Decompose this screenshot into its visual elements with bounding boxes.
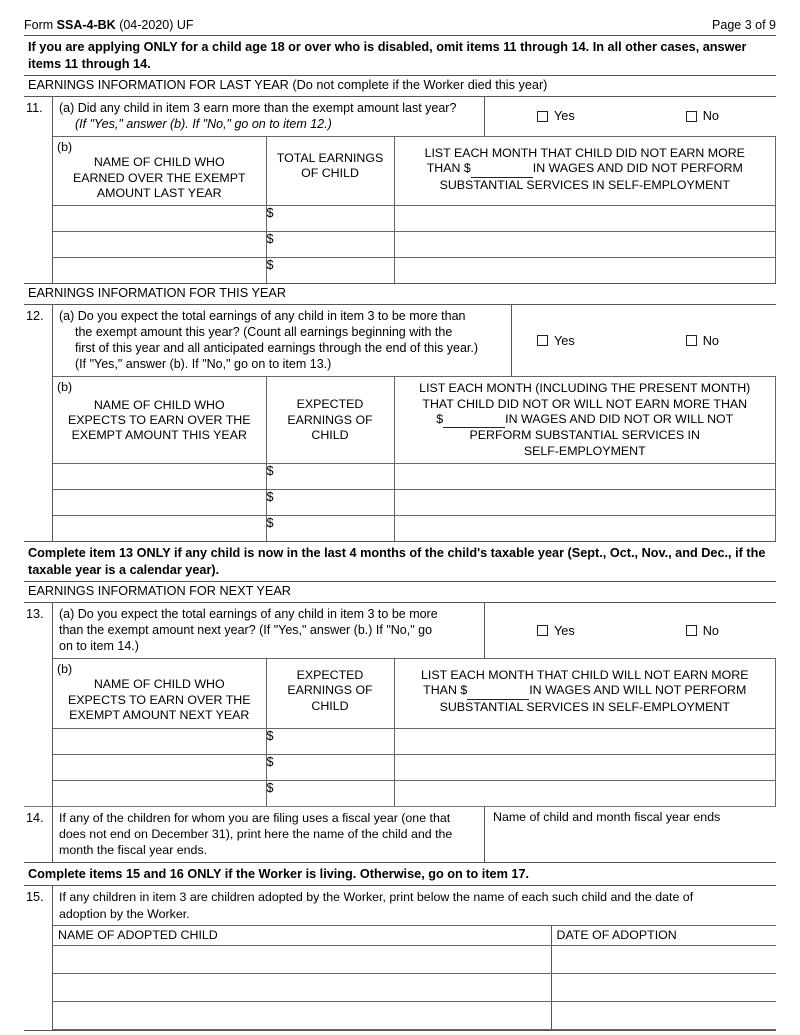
adoption-date-cell[interactable] — [551, 1001, 776, 1029]
item-13a-no-checkbox[interactable] — [686, 625, 697, 636]
item-11a-yes-label: Yes — [554, 109, 575, 124]
item-11b-col1-header — [53, 136, 266, 206]
item-12b-col1-line1: NAME OF CHILD WHO — [93, 397, 225, 412]
item-13b-earnings-cell[interactable]: $ — [266, 728, 394, 754]
item-12a-question-line3: first of this year and all anticipated earnings through the end of this year.) — [75, 341, 479, 356]
adopted-children-table — [53, 925, 776, 1030]
item-13a-no-option[interactable] — [686, 624, 719, 638]
adopted-children-header-row — [53, 925, 776, 945]
item-13b-name-cell[interactable] — [53, 780, 266, 806]
item-13b-earnings-cell[interactable]: $ — [266, 780, 394, 806]
adoption-date-cell[interactable] — [551, 945, 776, 973]
item-13b-entry-row — [53, 728, 776, 754]
item-12a-row — [53, 305, 776, 376]
item-12b-months-cell[interactable] — [394, 516, 776, 542]
item-13a-answer-group — [484, 603, 776, 658]
item-13 — [24, 603, 776, 806]
instruction-note-item13: Complete item 13 ONLY if any child is now in the last 4 months of the child's taxable year (Sept., Oct., Nov., and Dec., if the taxable year is a calendar year). — [28, 546, 766, 577]
page-number: Page 3 of 9 — [712, 18, 776, 32]
form-number: SSA-4-BK — [56, 18, 116, 32]
item-15-line1: If any children in item 3 are children adopted by the Worker, print below the name of each such child and the date of — [59, 890, 694, 905]
item-11a-yes-checkbox[interactable] — [537, 111, 548, 122]
item-11b-name-cell[interactable] — [53, 258, 266, 284]
item-13b-entry-row — [53, 780, 776, 806]
item-12a-yes-checkbox[interactable] — [537, 335, 548, 346]
item-13b-col2-line3: CHILD — [311, 698, 349, 713]
item-12-body — [52, 305, 776, 541]
item-11a-no-option[interactable] — [686, 109, 719, 123]
item-14-line1: If any of the children for whom you are filing uses a fiscal year (one that — [59, 810, 451, 825]
item-11 — [24, 97, 776, 284]
page-header — [24, 18, 776, 35]
adoption-date-header: DATE OF ADOPTION — [551, 925, 776, 945]
item-11b-col3-line1: LIST EACH MONTH THAT CHILD DID NOT EARN MORE — [424, 145, 745, 160]
item-11a-row — [53, 97, 776, 136]
adopted-child-name-cell[interactable] — [53, 973, 551, 1001]
item-12b-earnings-cell[interactable]: $ — [266, 490, 394, 516]
item-14-answer-field[interactable] — [485, 807, 776, 862]
item-11b-entry-row — [53, 232, 776, 258]
item-13b-col1-line2: EXPECTS TO EARN OVER THE — [68, 692, 251, 707]
item-13b-col1-header — [53, 659, 266, 729]
item-15-line2: adoption by the Worker. — [59, 906, 190, 921]
form-revision: (04-2020) UF — [119, 18, 194, 32]
item-11b-col2-line1: TOTAL EARNINGS — [276, 150, 384, 165]
item-11b-col2-line2: OF CHILD — [301, 166, 359, 181]
adopted-child-name-cell[interactable] — [53, 1001, 551, 1029]
item-11a-yes-option[interactable] — [537, 109, 575, 123]
item-13a-row — [53, 603, 776, 658]
item-14-answer-label: Name of child and month fiscal year ends — [493, 809, 721, 824]
item-13b-months-cell[interactable] — [394, 780, 776, 806]
item-11b-name-cell[interactable] — [53, 206, 266, 232]
item-12a-yes-option[interactable] — [537, 334, 575, 348]
item-12b-col3-line3a: $ — [436, 412, 444, 426]
item-11b-sub-label: (b) — [57, 139, 73, 154]
item-12b-earnings-cell[interactable]: $ — [266, 516, 394, 542]
item-12b-col3-line3b: IN WAGES AND DID NOT OR WILL NOT — [505, 412, 734, 426]
item-13a-question-line3: on to item 14.) — [59, 639, 139, 653]
form-identifier — [24, 18, 194, 32]
table-row — [53, 945, 776, 973]
adopted-child-name-cell[interactable] — [53, 945, 551, 973]
item-13b-col2-line2: EARNINGS OF — [287, 683, 373, 698]
item-13a-question — [53, 603, 484, 658]
item-13b-name-cell[interactable] — [53, 754, 266, 780]
item-13b-col2-line1: EXPECTED — [296, 668, 364, 682]
item-11b-header-row — [53, 136, 776, 206]
item-12b-name-cell[interactable] — [53, 490, 266, 516]
item-13a-question-line1: (a) Do you expect the total earnings of any child in item 3 to be more — [59, 607, 438, 621]
item-14-instruction — [52, 807, 485, 862]
item-11b-col3-line2b: IN WAGES AND DID NOT PERFORM — [532, 161, 743, 176]
item-13a-yes-label: Yes — [554, 623, 575, 638]
item-12a-no-label: No — [702, 333, 719, 348]
item-13b-name-cell[interactable] — [53, 728, 266, 754]
divider-bottom — [24, 1030, 776, 1031]
item-12-number: 12. — [26, 309, 44, 324]
item-11a-answer-group — [484, 97, 776, 136]
item-11b-months-cell[interactable] — [394, 206, 776, 232]
item-12b-col3-line2: THAT CHILD DID NOT OR WILL NOT EARN MORE THAN — [422, 396, 748, 411]
item-13a-question-line2: than the exempt amount next year? (If "Yes," answer (b.) If "No," go — [59, 623, 433, 637]
item-12b-header-row — [53, 377, 776, 464]
item-11b-col3-line2a: THAN $ — [426, 161, 471, 176]
item-11b-table — [53, 136, 776, 284]
table-row — [53, 973, 776, 1001]
table-row — [53, 1001, 776, 1029]
instruction-note-top: If you are applying ONLY for a child age 18 or over who is disabled, omit items 11 through 14. In all other cases, answer items 11 through 14. — [28, 40, 747, 71]
item-13b-earnings-cell[interactable]: $ — [266, 754, 394, 780]
item-12b-name-cell[interactable] — [53, 516, 266, 542]
item-11b-earnings-cell[interactable]: $ — [266, 206, 394, 232]
item-13b-entry-row — [53, 754, 776, 780]
item-13b-col3-line2b: IN WAGES AND WILL NOT PERFORM — [529, 683, 747, 698]
item-11b-entry-row — [53, 258, 776, 284]
item-12a-question-line2: the exempt amount this year? (Count all earnings beginning with the — [75, 325, 453, 340]
item-11a-question-line2: (If "Yes," answer (b). If "No," go on to item 12.) — [75, 116, 332, 131]
item-11b-months-cell[interactable] — [394, 258, 776, 284]
item-12b-col2-line1: EXPECTED — [296, 397, 364, 412]
item-14-line3: month the fiscal year ends. — [59, 842, 208, 857]
item-12b-col3-line1: LIST EACH MONTH (INCLUDING THE PRESENT MONTH) — [419, 381, 751, 396]
item-13b-col3-line2a: THAN $ — [423, 683, 468, 698]
item-12a-yes-label: Yes — [554, 333, 575, 348]
item-12 — [24, 305, 776, 541]
item-12b-months-cell[interactable] — [394, 490, 776, 516]
item-13b-col1-line3: EXEMPT AMOUNT NEXT YEAR — [69, 708, 250, 723]
item-12b-entry-row — [53, 464, 776, 490]
item-11-body — [52, 97, 776, 284]
item-11b-months-cell[interactable] — [394, 232, 776, 258]
item-12b-table — [53, 376, 776, 541]
section-band-this-year: EARNINGS INFORMATION FOR THIS YEAR — [28, 286, 287, 301]
item-12b-sub-label: (b) — [57, 380, 73, 395]
item-11b-entry-row — [53, 206, 776, 232]
item-11b-col3-header — [394, 136, 776, 206]
item-11a-no-label: No — [702, 109, 719, 124]
section-band-next-year: EARNINGS INFORMATION FOR NEXT YEAR — [28, 584, 291, 599]
item-13-body — [52, 603, 776, 806]
item-12b-col2-header — [266, 377, 394, 464]
item-15 — [24, 886, 776, 1029]
item-13b-col3-header — [394, 659, 776, 729]
item-13a-yes-option[interactable] — [537, 624, 575, 638]
item-12a-question-line1: (a) Do you expect the total earnings of any child in item 3 to be more than — [59, 309, 466, 324]
item-11a-no-checkbox[interactable] — [686, 111, 697, 122]
item-12a-answer-group — [511, 305, 776, 376]
item-13b-col3-line1: LIST EACH MONTH THAT CHILD WILL NOT EARN MORE — [421, 668, 749, 682]
item-13a-yes-checkbox[interactable] — [537, 625, 548, 636]
instruction-note-items-15-16: Complete items 15 and 16 ONLY if the Worker is living. Otherwise, go on to item 17. — [28, 866, 530, 881]
item-12b-entry-row — [53, 516, 776, 542]
item-12b-earnings-cell[interactable]: $ — [266, 464, 394, 490]
item-13b-months-cell[interactable] — [394, 754, 776, 780]
item-11b-col3-line3: SUBSTANTIAL SERVICES IN SELF-EMPLOYMENT — [439, 177, 730, 192]
section-band-last-year: EARNINGS INFORMATION FOR LAST YEAR (Do not complete if the Worker died this year) — [28, 78, 548, 92]
item-12b-name-cell[interactable] — [53, 464, 266, 490]
item-14-number: 14. — [26, 810, 44, 825]
item-12b-col1-header — [53, 377, 266, 464]
item-15-instruction — [53, 886, 776, 924]
adopted-child-name-header: NAME OF ADOPTED CHILD — [53, 925, 551, 945]
item-13b-col1-line1: NAME OF CHILD WHO — [93, 677, 225, 692]
item-12b-col1-line2: EXPECTS TO EARN OVER THE — [68, 413, 251, 427]
item-14-line2: does not end on December 31), print here the name of the child and the — [59, 826, 453, 841]
item-13b-col3-line3: SUBSTANTIAL SERVICES IN SELF-EMPLOYMENT — [439, 699, 730, 714]
item-12a-question — [53, 305, 511, 376]
item-11a-question-line1: (a) Did any child in item 3 earn more than the exempt amount last year? — [59, 100, 457, 115]
item-13b-sub-label: (b) — [57, 662, 73, 676]
item-15-body — [52, 886, 776, 1029]
item-12b-months-cell[interactable] — [394, 464, 776, 490]
item-13b-months-cell[interactable] — [394, 728, 776, 754]
item-13-number: 13. — [26, 607, 44, 621]
item-14 — [24, 807, 776, 862]
item-15-number: 15. — [26, 890, 44, 905]
item-12b-col1-line3: EXEMPT AMOUNT THIS YEAR — [71, 428, 247, 443]
item-12b-entry-row — [53, 490, 776, 516]
item-12a-no-checkbox[interactable] — [686, 335, 697, 346]
item-12b-col2-line3: CHILD — [311, 428, 349, 442]
item-11a-question — [53, 97, 484, 136]
item-11b-col1-line2: EARNED OVER THE EXEMPT — [72, 170, 246, 185]
item-14-body — [52, 807, 776, 862]
item-12b-col3-line5: SELF-EMPLOYMENT — [523, 443, 646, 458]
item-11b-col1-line1: NAME OF CHILD WHO — [93, 155, 225, 170]
item-13b-header-row — [53, 659, 776, 729]
item-11b-col1-line3: AMOUNT LAST YEAR — [96, 186, 222, 200]
item-13a-no-label: No — [702, 623, 719, 638]
item-11b-name-cell[interactable] — [53, 232, 266, 258]
item-11-number: 11. — [26, 100, 43, 115]
adoption-date-cell[interactable] — [551, 973, 776, 1001]
item-12a-no-option[interactable] — [686, 334, 719, 348]
item-12a-question-line4: (If "Yes," answer (b). If "No," go on to item 13.) — [75, 357, 332, 372]
item-12b-col3-line4: PERFORM SUBSTANTIAL SERVICES IN — [469, 428, 700, 443]
item-11b-earnings-cell[interactable]: $ — [266, 232, 394, 258]
item-12b-col2-line2: EARNINGS OF — [287, 412, 373, 427]
item-12b-col3-header — [394, 377, 776, 464]
item-13b-col2-header — [266, 659, 394, 729]
item-11b-col2-header — [266, 136, 394, 206]
item-13b-table — [53, 658, 776, 806]
item-11b-earnings-cell[interactable]: $ — [266, 258, 394, 284]
form-prefix: Form — [24, 18, 54, 32]
item-14-row — [52, 807, 776, 862]
